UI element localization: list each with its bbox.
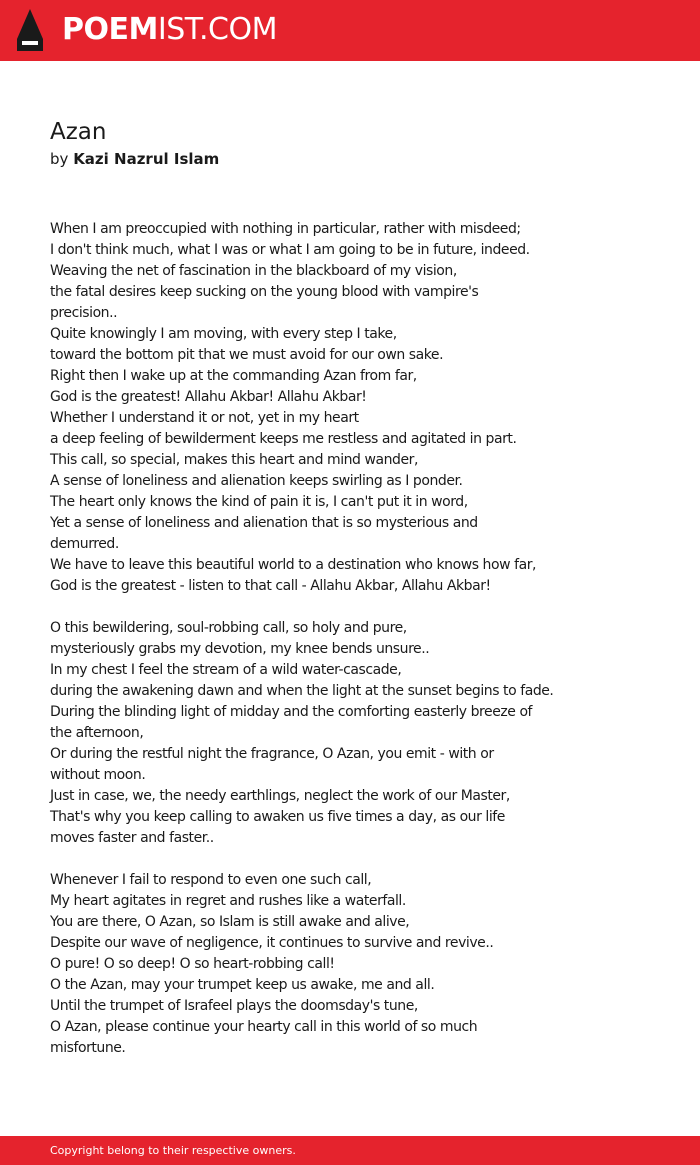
byline	[50, 149, 219, 169]
poem-line: the fatal desires keep sucking on the young blood with vampire's	[50, 284, 479, 300]
poem-line: a deep feeling of bewilderment keeps me restless and agitated in part.	[50, 431, 517, 447]
poem-line: I don't think much, what I was or what I am going to be in future, indeed.	[50, 242, 530, 258]
poem-line: Or during the restful night the fragrance, O Azan, you emit - with or	[50, 746, 494, 762]
poem-line: without moon.	[50, 767, 146, 783]
poem-line: Quite knowingly I am moving, with every step I take,	[50, 326, 397, 342]
poem-line: When I am preoccupied with nothing in particular, rather with misdeed;	[50, 221, 521, 237]
logo-light-text: IST.COM	[157, 12, 277, 47]
site-footer	[0, 1136, 700, 1165]
poem-line: This call, so special, makes this heart and mind wander,	[50, 452, 418, 468]
poem-line: precision..	[50, 305, 118, 321]
poem-line: Whenever I fail to respond to even one such call,	[50, 872, 372, 888]
poem-line: O this bewildering, soul-robbing call, so holy and pure,	[50, 620, 407, 636]
poem-line: During the blinding light of midday and the comforting easterly breeze of	[50, 704, 533, 720]
poem-line: God is the greatest! Allahu Akbar! Allahu Akbar!	[50, 389, 367, 405]
poem-line: toward the bottom pit that we must avoid for our own sake.	[50, 347, 444, 363]
author-name: Kazi Nazrul Islam	[73, 150, 220, 168]
poem-line: during the awakening dawn and when the light at the sunset begins to fade.	[50, 683, 554, 699]
poem-line: demurred.	[50, 536, 119, 552]
poem-line: Despite our wave of negligence, it continues to survive and revive..	[50, 935, 494, 951]
by-label: by	[50, 150, 69, 168]
poem-stanza	[50, 618, 610, 849]
poem-line: mysteriously grabs my devotion, my knee bends unsure..	[50, 641, 430, 657]
copyright-text: Copyright belong to their respective owners.	[50, 1144, 296, 1157]
poem-line: Weaving the net of fascination in the blackboard of my vision,	[50, 263, 457, 279]
poem-line: moves faster and faster..	[50, 830, 214, 846]
poem-line: You are there, O Azan, so Islam is still awake and alive,	[50, 914, 410, 930]
poem-line: Yet a sense of loneliness and alienation that is so mysterious and	[50, 515, 478, 531]
poem-line: misfortune.	[50, 1040, 126, 1056]
poem-line: O pure! O so deep! O so heart-robbing call!	[50, 956, 335, 972]
site-logo[interactable]	[62, 12, 277, 48]
poem-line: In my chest I feel the stream of a wild water-cascade,	[50, 662, 402, 678]
logo-bold-text: POEM	[62, 12, 158, 47]
site-header	[0, 0, 700, 61]
poem-line: That's why you keep calling to awaken us five times a day, as our life	[50, 809, 505, 825]
poem-line: We have to leave this beautiful world to a destination who knows how far,	[50, 557, 536, 573]
poem-line: Until the trumpet of Israfeel plays the doomsday's tune,	[50, 998, 418, 1014]
poem-line: the afternoon,	[50, 725, 144, 741]
poem-line: O Azan, please continue your hearty call in this world of so much	[50, 1019, 478, 1035]
poem-line: Whether I understand it or not, yet in my heart	[50, 410, 359, 426]
poem-line: Just in case, we, the needy earthlings, neglect the work of our Master,	[50, 788, 510, 804]
pen-nib-icon[interactable]	[17, 9, 43, 51]
poem-line: My heart agitates in regret and rushes like a waterfall.	[50, 893, 406, 909]
poem-stanza	[50, 870, 610, 1059]
poem-title: Azan	[50, 119, 107, 145]
poem-body	[50, 219, 610, 1080]
poem-line: God is the greatest - listen to that call - Allahu Akbar, Allahu Akbar!	[50, 578, 491, 594]
poem-line: O the Azan, may your trumpet keep us awake, me and all.	[50, 977, 435, 993]
poem-line: Right then I wake up at the commanding Azan from far,	[50, 368, 417, 384]
poem-line: A sense of loneliness and alienation keeps swirling as I ponder.	[50, 473, 463, 489]
poem-stanza	[50, 219, 610, 597]
poem-line: The heart only knows the kind of pain it is, I can't put it in word,	[50, 494, 468, 510]
